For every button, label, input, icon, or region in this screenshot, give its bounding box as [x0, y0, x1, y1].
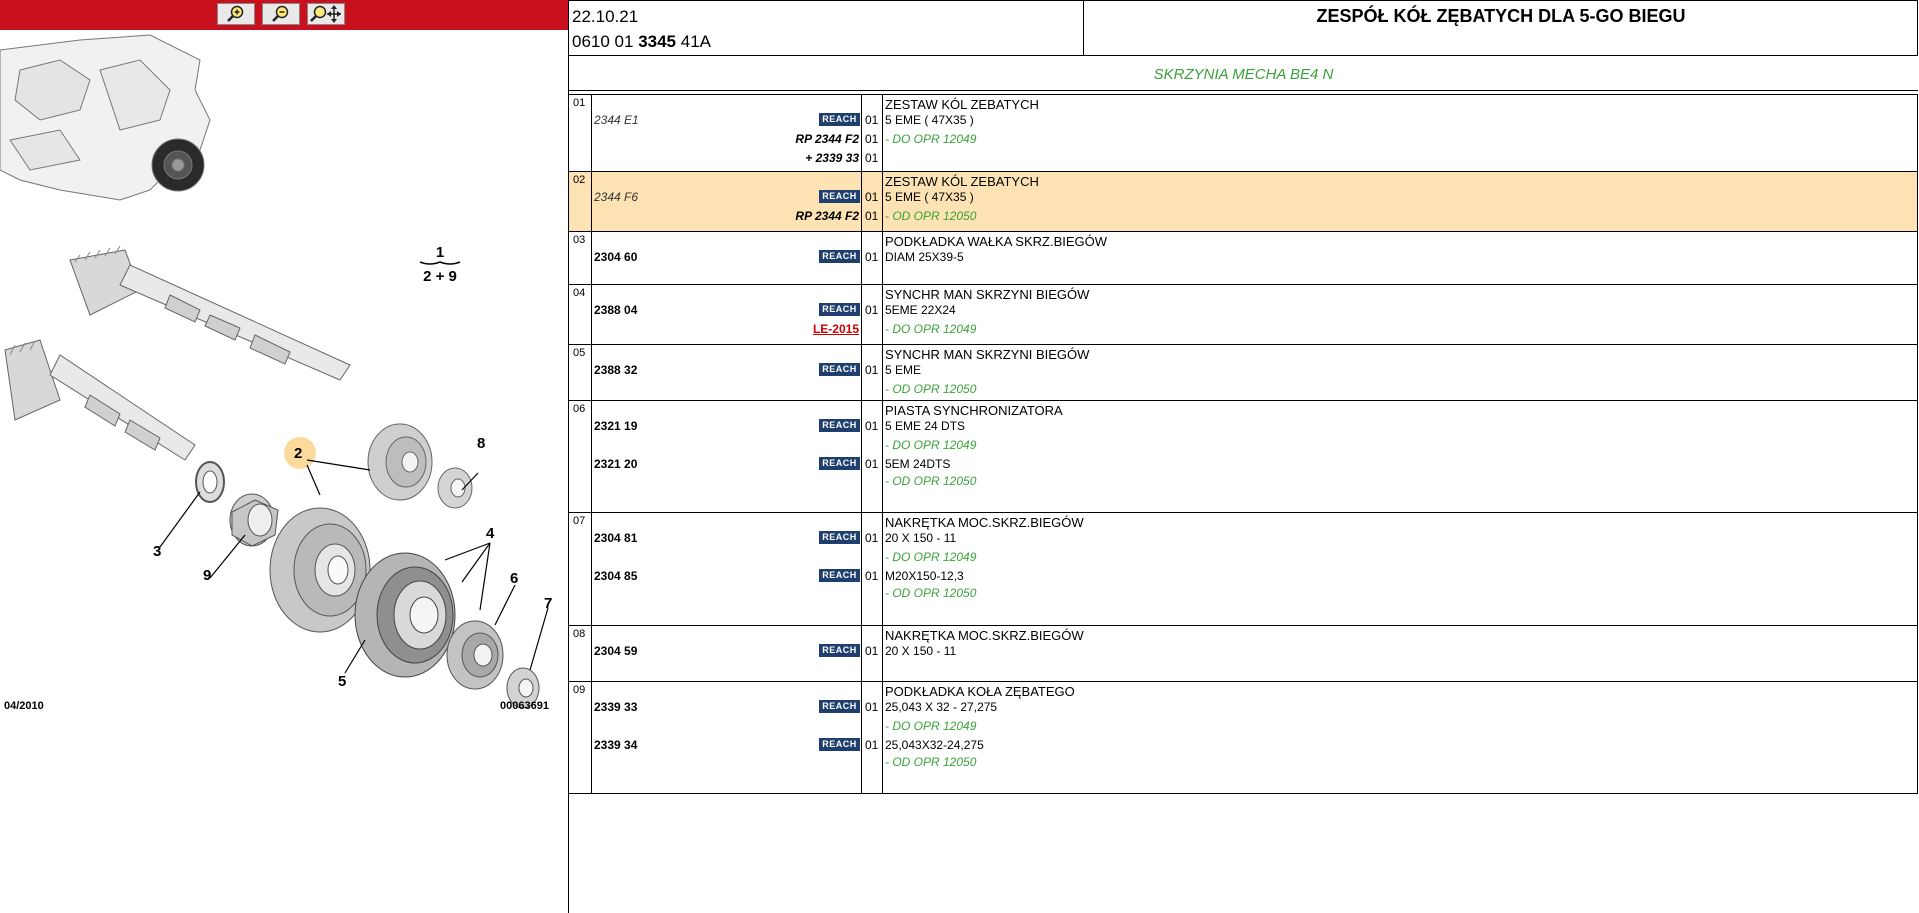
group-number: 06 — [573, 403, 586, 415]
part-number[interactable]: 2304 85 — [594, 569, 638, 583]
part-line — [569, 456, 1918, 473]
part-line — [569, 208, 1918, 225]
ref-part-a: 0610 01 — [572, 32, 639, 51]
part-description: 20 X 150 - 11 — [885, 644, 957, 658]
applicability-note: - OD OPR 12050 — [885, 586, 977, 600]
quantity: 01 — [865, 700, 879, 714]
header-title: ZESPÓŁ KÓŁ ZĘBATYCH DLA 5-GO BIEGU — [1316, 6, 1686, 26]
part-group-01[interactable] — [569, 94, 1918, 172]
header-date: 22.10.21 — [572, 7, 639, 26]
part-line — [569, 150, 1918, 167]
group-name: ZESTAW KÓL ZEBATYCH — [885, 174, 1039, 189]
hub-6 — [447, 621, 503, 689]
part-line — [569, 302, 1918, 319]
parts-panel — [569, 0, 1919, 913]
callout-8: 8 — [477, 435, 486, 452]
callout-5: 5 — [338, 673, 347, 690]
part-description: 5EME 22X24 — [885, 303, 956, 317]
part-description: 25,043 X 32 - 27,275 — [885, 700, 998, 714]
part-line — [569, 737, 1918, 754]
callout-3: 3 — [153, 543, 162, 560]
group-name: NAKRĘTKA MOC.SKRZ.BIEGÓW — [885, 515, 1084, 530]
part-line — [569, 321, 1918, 338]
gearbox-subtitle: SKRZYNIA MECHA BE4 N — [569, 57, 1918, 91]
part-description: 5EM 24DTS — [885, 457, 951, 471]
group-name: SYNCHR MAN SKRZYNI BIEGÓW — [885, 287, 1090, 302]
reach-badge[interactable]: REACH — [819, 569, 860, 582]
part-line — [569, 530, 1918, 547]
part-number[interactable]: 2304 81 — [594, 531, 638, 545]
header-reference — [572, 32, 711, 52]
replacement-ref: + 2339 33 — [805, 151, 859, 165]
applicability-note: - DO OPR 12049 — [885, 132, 977, 146]
applicability-note: - OD OPR 12050 — [885, 382, 977, 396]
group-number: 09 — [573, 684, 586, 696]
reach-badge[interactable]: REACH — [819, 738, 860, 751]
nut-8 — [438, 468, 472, 508]
quantity: 01 — [865, 250, 879, 264]
input-shaft — [70, 246, 350, 380]
callout-2-9: 2 + 9 — [423, 268, 457, 285]
group-number: 08 — [573, 628, 586, 640]
diagram-date: 04/2010 — [4, 700, 44, 712]
part-number[interactable]: 2344 F6 — [594, 190, 639, 204]
part-group-02[interactable] — [569, 171, 1918, 232]
callout-6: 6 — [510, 570, 519, 587]
callout-9: 9 — [203, 567, 212, 584]
part-line — [569, 754, 1918, 771]
part-line — [569, 643, 1918, 660]
applicability-note: - DO OPR 12049 — [885, 719, 977, 733]
part-description: 5 EME 24 DTS — [885, 419, 966, 433]
parts-header — [569, 0, 1918, 56]
le-link[interactable]: LE-2015 — [812, 322, 859, 336]
part-line — [569, 568, 1918, 585]
part-line — [569, 362, 1918, 379]
reach-badge[interactable]: REACH — [819, 700, 860, 713]
group-number: 05 — [573, 347, 586, 359]
reach-badge[interactable]: REACH — [819, 250, 860, 263]
diagram-toolbar — [0, 0, 568, 30]
callout-4: 4 — [486, 525, 495, 542]
applicability-note: - OD OPR 12050 — [885, 755, 977, 769]
quantity: 01 — [865, 303, 879, 317]
quantity: 01 — [865, 569, 879, 583]
reach-badge[interactable]: REACH — [819, 644, 860, 657]
part-description: 5 EME ( 47X35 ) — [885, 190, 974, 204]
zoom-out-icon — [271, 5, 291, 23]
zoom-move-icon — [310, 5, 342, 23]
part-number[interactable]: 2344 E1 — [594, 113, 639, 127]
group-name: NAKRĘTKA MOC.SKRZ.BIEGÓW — [885, 628, 1084, 643]
diagram-panel — [0, 0, 569, 913]
group-number: 04 — [573, 287, 586, 299]
quantity: 01 — [865, 419, 879, 433]
part-description: 20 X 150 - 11 — [885, 531, 957, 545]
part-group-06[interactable] — [569, 400, 1918, 513]
applicability-note: - DO OPR 12049 — [885, 322, 977, 336]
part-number[interactable]: 2339 33 — [594, 700, 638, 714]
part-group-05[interactable] — [569, 344, 1918, 401]
group-name: PODKŁADKA KOŁA ZĘBATEGO — [885, 684, 1075, 699]
part-line — [569, 437, 1918, 454]
bushing-9 — [230, 494, 278, 546]
ref-part-c: 41A — [676, 32, 711, 51]
part-line — [569, 718, 1918, 735]
quantity: 01 — [865, 190, 879, 204]
applicability-note: - OD OPR 12050 — [885, 474, 977, 488]
quantity: 01 — [865, 151, 879, 165]
part-description: 5 EME ( 47X35 ) — [885, 113, 974, 127]
part-group-07[interactable] — [569, 512, 1918, 626]
reach-badge[interactable]: REACH — [819, 113, 860, 126]
part-number[interactable]: 2304 60 — [594, 250, 638, 264]
callout-2: 2 — [294, 445, 303, 462]
reach-badge[interactable]: REACH — [819, 363, 860, 376]
group-name: ZESTAW KÓL ZEBATYCH — [885, 97, 1039, 112]
quantity: 01 — [865, 209, 879, 223]
part-line — [569, 381, 1918, 398]
part-line — [569, 418, 1918, 435]
part-description: 5 EME — [885, 363, 922, 377]
quantity: 01 — [865, 531, 879, 545]
group-name: SYNCHR MAN SKRZYNI BIEGÓW — [885, 347, 1090, 362]
group-number: 01 — [573, 97, 586, 109]
synchro-ring-5 — [355, 553, 455, 677]
diagram-code: 00063691 — [500, 700, 549, 712]
group-name: PODKŁADKA WAŁKA SKRZ.BIEGÓW — [885, 234, 1108, 249]
part-line — [569, 131, 1918, 148]
zoom-in-icon — [226, 5, 246, 23]
zoom-out-button[interactable] — [262, 3, 300, 25]
exploded-gear-diagram — [0, 30, 568, 720]
quantity: 01 — [865, 644, 879, 658]
part-number[interactable]: 2388 04 — [594, 303, 638, 317]
zoom-in-button[interactable] — [217, 3, 255, 25]
reach-badge[interactable]: REACH — [819, 190, 860, 203]
replacement-ref: RP 2344 F2 — [795, 132, 859, 146]
ref-part-b: 3345 — [638, 32, 677, 51]
reach-badge[interactable]: REACH — [819, 419, 860, 432]
part-group-03[interactable] — [569, 231, 1918, 285]
output-shaft — [5, 340, 195, 460]
part-group-08[interactable] — [569, 625, 1918, 682]
quantity: 01 — [865, 738, 879, 752]
part-group-04[interactable] — [569, 284, 1918, 345]
part-line — [569, 699, 1918, 716]
part-line — [569, 549, 1918, 566]
quantity: 01 — [865, 132, 879, 146]
part-line — [569, 473, 1918, 490]
reach-badge[interactable]: REACH — [819, 457, 860, 470]
part-description: M20X150-12,3 — [885, 569, 964, 583]
part-description: DIAM 25X39-5 — [885, 250, 964, 264]
gear-small-top — [368, 424, 432, 500]
applicability-note: - OD OPR 12050 — [885, 209, 977, 223]
replacement-ref: RP 2344 F2 — [795, 209, 859, 223]
group-number: 07 — [573, 515, 586, 527]
group-number: 03 — [573, 234, 586, 246]
reach-badge[interactable]: REACH — [819, 303, 860, 316]
reach-badge[interactable]: REACH — [819, 531, 860, 544]
callout-1: 1 — [435, 244, 445, 261]
part-number[interactable]: 2304 59 — [594, 644, 638, 658]
applicability-note: - DO OPR 12049 — [885, 438, 977, 452]
quantity: 01 — [865, 457, 879, 471]
quantity: 01 — [865, 363, 879, 377]
part-number[interactable]: 2321 19 — [594, 419, 638, 433]
part-line — [569, 189, 1918, 206]
gearbox-housing — [0, 35, 210, 200]
part-description: 25,043X32-24,275 — [885, 738, 984, 752]
part-line — [569, 249, 1918, 266]
quantity: 01 — [865, 113, 879, 127]
group-number: 02 — [573, 174, 586, 186]
washer-3 — [196, 462, 224, 502]
part-line — [569, 112, 1918, 129]
part-line — [569, 585, 1918, 602]
group-name: PIASTA SYNCHRONIZATORA — [885, 403, 1063, 418]
part-group-09[interactable] — [569, 681, 1918, 794]
callout-7: 7 — [544, 595, 553, 612]
part-number[interactable]: 2388 32 — [594, 363, 638, 377]
zoom-move-button[interactable] — [307, 3, 345, 25]
applicability-note: - DO OPR 12049 — [885, 550, 977, 564]
part-number[interactable]: 2321 20 — [594, 457, 638, 471]
part-number[interactable]: 2339 34 — [594, 738, 638, 752]
